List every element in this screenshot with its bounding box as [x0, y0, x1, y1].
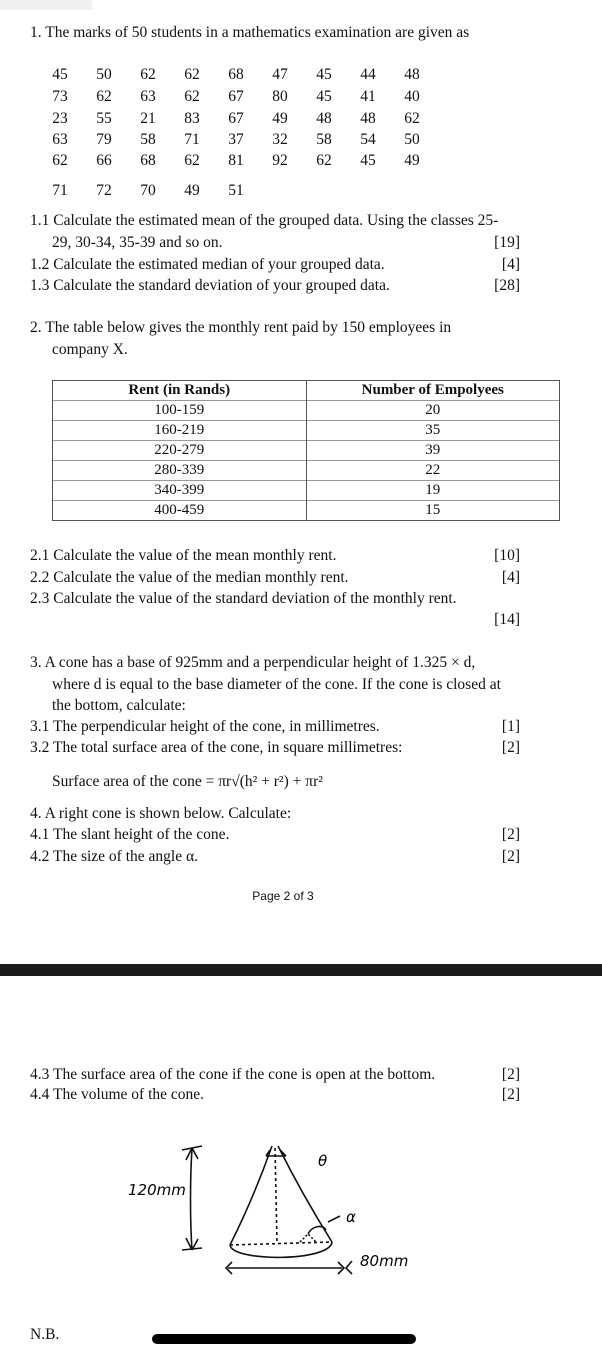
q3-1-marks: [1]	[501, 718, 520, 735]
mark-value: 21	[140, 110, 156, 127]
page-footer: Page 2 of 3	[252, 889, 314, 903]
q3-line1: 3. A cone has a base of 925mm and a perpendicular height of 1.325 × d,	[30, 654, 476, 671]
mark-value: 37	[228, 131, 244, 148]
employee-count-cell: 20	[306, 401, 560, 421]
theta-label: θ	[318, 1152, 328, 1170]
mark-value: 68	[228, 66, 244, 83]
q3-2-text: 3.2 The total surface area of the cone, in square millimetres:	[30, 739, 403, 756]
q1-1-line1: 1.1 Calculate the estimated mean of the grouped data. Using the classes 25-	[30, 212, 499, 229]
q2-intro-line2: company X.	[52, 341, 128, 358]
q2-2-text: 2.2 Calculate the value of the median monthly rent.	[30, 569, 349, 586]
q4-3-text: 4.3 The surface area of the cone if the cone is open at the bottom.	[30, 1066, 436, 1083]
mark-value: 49	[184, 182, 200, 199]
mark-value: 47	[272, 66, 288, 83]
q2-2-marks: [4]	[501, 569, 520, 586]
mark-value: 48	[360, 110, 376, 127]
mark-value: 70	[140, 182, 156, 199]
nb-label: N.B.	[30, 1326, 60, 1343]
mark-value: 48	[316, 110, 332, 127]
mark-value: 54	[360, 131, 376, 148]
mark-value: 63	[140, 88, 156, 105]
q4-4-marks: [2]	[501, 1086, 520, 1103]
table-row	[53, 421, 560, 441]
q1-1-line2: 29, 30-34, 35-39 and so on.	[52, 234, 223, 251]
table-row	[53, 401, 560, 421]
table-row	[53, 461, 560, 481]
q3-1-text: 3.1 The perpendicular height of the cone, in millimetres.	[30, 718, 380, 735]
mark-value: 68	[140, 152, 156, 169]
mark-value: 50	[96, 66, 112, 83]
mark-value: 62	[96, 88, 112, 105]
mark-value: 51	[228, 182, 244, 199]
q3-2-marks: [2]	[501, 739, 520, 756]
mark-value: 23	[52, 110, 68, 127]
q1-3-text: 1.3 Calculate the standard deviation of your grouped data.	[30, 277, 390, 294]
rent-range-cell: 100-159	[53, 401, 307, 421]
mark-value: 55	[96, 110, 112, 127]
rent-table	[52, 380, 560, 521]
table-row	[53, 501, 560, 521]
q3-line2: where d is equal to the base diameter of the cone. If the cone is closed at	[52, 676, 501, 693]
q4-4-text: 4.4 The volume of the cone.	[30, 1086, 205, 1103]
mark-value: 45	[316, 66, 332, 83]
rent-range-cell: 220-279	[53, 441, 307, 461]
mark-value: 48	[404, 66, 420, 83]
q2-3-text: 2.3 Calculate the value of the standard deviation of the monthly rent.	[30, 590, 457, 607]
mark-value: 83	[184, 110, 200, 127]
rent-range-cell: 400-459	[53, 501, 307, 521]
rent-range-cell: 160-219	[53, 421, 307, 441]
home-indicator	[152, 1334, 416, 1344]
q2-intro-line1: 2. The table below gives the monthly rent paid by 150 employees in	[30, 319, 452, 336]
mark-value: 62	[316, 152, 332, 169]
surface-area-formula: Surface area of the cone = πr√(h² + r²) + πr²	[52, 773, 323, 790]
q1-intro: 1. The marks of 50 students in a mathematics examination are given as	[30, 24, 470, 41]
mark-value: 66	[96, 152, 112, 169]
employee-count-cell: 22	[306, 461, 560, 481]
q2-3-marks: [14]	[494, 611, 520, 628]
mark-value: 49	[272, 110, 288, 127]
page-top-strip	[0, 0, 92, 10]
employee-count-cell: 39	[306, 441, 560, 461]
mark-value: 72	[96, 182, 112, 199]
mark-value: 41	[360, 88, 376, 105]
q4-1-text: 4.1 The slant height of the cone.	[30, 826, 230, 843]
mark-value: 62	[184, 152, 200, 169]
mark-value: 62	[404, 110, 420, 127]
mark-value: 44	[360, 66, 376, 83]
rent-header: Rent (in Rands)	[53, 381, 307, 401]
mark-value: 45	[360, 152, 376, 169]
q2-1-marks: [10]	[494, 547, 520, 564]
q2-1-text: 2.1 Calculate the value of the mean monthly rent.	[30, 547, 337, 564]
mark-value: 62	[184, 88, 200, 105]
mark-value: 50	[404, 131, 420, 148]
q1-2-text: 1.2 Calculate the estimated median of your grouped data.	[30, 256, 385, 273]
q3-line3: the bottom, calculate:	[52, 697, 186, 714]
employee-count-cell: 35	[306, 421, 560, 441]
table-row	[53, 481, 560, 501]
table-row	[53, 441, 560, 461]
mark-value: 79	[96, 131, 112, 148]
employee-count-cell: 15	[306, 501, 560, 521]
radius-label: 80mm	[360, 1252, 409, 1270]
q1-1-marks: [19]	[494, 234, 520, 251]
mark-value: 71	[184, 131, 200, 148]
mark-value: 32	[272, 131, 288, 148]
q1-2-marks: [4]	[501, 256, 520, 273]
employees-header: Number of Empolyees	[306, 381, 560, 401]
rent-range-cell: 340-399	[53, 481, 307, 501]
q1-3-marks: [28]	[494, 277, 520, 294]
mark-value: 71	[52, 182, 68, 199]
mark-value: 49	[404, 152, 420, 169]
mark-value: 45	[316, 88, 332, 105]
mark-value: 40	[404, 88, 420, 105]
mark-value: 58	[316, 131, 332, 148]
q4-2-marks: [2]	[501, 848, 520, 865]
radius-dimension-arrow	[226, 1261, 352, 1274]
q4-intro: 4. A right cone is shown below. Calculate:	[30, 805, 292, 822]
mark-value: 63	[52, 131, 68, 148]
mark-value: 67	[228, 88, 244, 105]
q4-3-marks: [2]	[501, 1066, 520, 1083]
rent-table-header	[53, 381, 560, 401]
mark-value: 62	[140, 66, 156, 83]
alpha-label: α	[346, 1208, 356, 1226]
mark-value: 73	[52, 88, 68, 105]
rent-range-cell: 280-339	[53, 461, 307, 481]
page-divider	[0, 964, 602, 976]
q4-1-marks: [2]	[501, 826, 520, 843]
mark-value: 45	[52, 66, 68, 83]
employee-count-cell: 19	[306, 481, 560, 501]
mark-value: 81	[228, 152, 244, 169]
mark-value: 80	[272, 88, 288, 105]
cone-diagram	[120, 1130, 460, 1290]
mark-value: 58	[140, 131, 156, 148]
mark-value: 92	[272, 152, 288, 169]
q4-2-text: 4.2 The size of the angle α.	[30, 848, 198, 865]
mark-value: 62	[184, 66, 200, 83]
mark-value: 62	[52, 152, 68, 169]
height-label: 120mm	[128, 1181, 186, 1199]
mark-value: 67	[228, 110, 244, 127]
